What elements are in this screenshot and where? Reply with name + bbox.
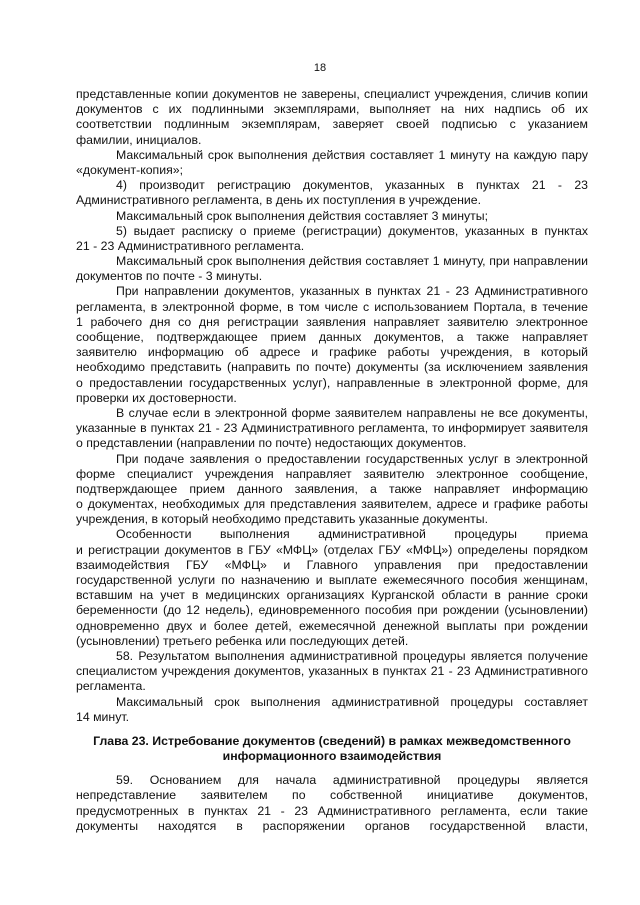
text-line: регламента.: [76, 679, 146, 694]
text-line: проверки их достоверности.: [76, 390, 237, 405]
text-line: о документах, необходимых для представления заявителем, адресе и графике работы: [76, 497, 588, 512]
text-line: заявителю информацию об адресе и графике работы учреждения, в который: [76, 345, 588, 360]
text-line: необходимо представить (направить по почте) документы (за исключением заявления: [76, 360, 588, 375]
text-line: предусмотренных в пунктах 21 - 23 Административного регламента, если такие: [76, 803, 588, 818]
text-line: сообщение, подтверждающее прием данных документов, а также направляет: [76, 330, 588, 344]
text-line: форме специалист учреждения направляет заявителю электронное сообщение,: [76, 466, 588, 481]
text-line: соответствии подлинным экземплярам, заверяет своей подписью с указанием: [76, 117, 588, 132]
text-line: 21 - 23 Административного регламента.: [76, 238, 305, 253]
text-line: 59. Основанием для начала административной процедуры является: [116, 773, 588, 788]
text-line: одновременно двух и более детей, ежемесячной денежной выплаты при рождении: [76, 618, 588, 633]
text-line: При подаче заявления о предоставлении государственных услуг в электронной: [116, 451, 588, 466]
text-line: (усыновлении) третьего ребенка или последующих детей.: [76, 633, 409, 648]
text-line: взаимодействия ГБУ «МФЦ» и Главного управления при предоставлении: [76, 557, 588, 572]
text-line: учреждения, в который необходимо представить указанные документы.: [76, 512, 488, 527]
text-line: государственной услуги по назначению и выплате ежемесячного пособия женщинам,: [76, 573, 588, 587]
text-line: фамилии, инициалов.: [76, 132, 202, 147]
text-line: «документ-копия»;: [76, 162, 183, 177]
text-line: 5) выдает расписку о приеме (регистрации) документов, указанных в пунктах: [116, 223, 588, 238]
text-line: Максимальный срок выполнения административной процедуры составляет: [116, 694, 588, 709]
text-line: Особенности выполнения административной процедуры приема: [116, 527, 588, 542]
text-line: вставшим на учет в медицинских организациях Курганской области в ранние сроки: [76, 588, 588, 603]
text-line: о представлении (направлении по почте) недостающих документов.: [76, 436, 467, 451]
text-line: 4) производит регистрацию документов, указанных в пунктах 21 - 23: [116, 178, 588, 193]
text-line: В случае если в электронной форме заявителем направлены не все документы,: [116, 405, 588, 420]
text-line: 1 рабочего дня со дня регистрации заявления направляет заявителю электронное: [76, 314, 588, 329]
text-line: регламента, в электронной форме, в том числе с использованием Портала, в течение: [76, 299, 588, 314]
text-line: документов с их подлинными экземплярами, выполняет на них надпись об их: [76, 102, 588, 117]
document-text: [76, 87, 588, 834]
text-line: При направлении документов, указанных в пунктах 21 - 23 Административного: [116, 284, 588, 299]
text-line: Максимальный срок выполнения действия составляет 1 минуту, при направлении: [116, 254, 588, 269]
text-line: представленные копии документов не заверены, специалист учреждения, сличив копии: [76, 87, 588, 101]
paragraph-gap: [76, 725, 588, 734]
text-line: о предоставлении государственных услуг), направленные в электронной форме, для: [76, 375, 588, 390]
text-line: указанные в пунктах 21 - 23 Административного регламента, то информирует заявителя: [76, 421, 588, 436]
text-line: Административного регламента, в день их поступления в учреждение.: [76, 193, 482, 208]
page-number: 18: [313, 62, 327, 74]
text-line: документы находятся в распоряжении органов государственной власти,: [76, 818, 588, 833]
text-line: и регистрации документов в ГБУ «МФЦ» (отделах ГБУ «МФЦ») определены порядком: [76, 542, 588, 557]
text-line: 58. Результатом выполнения административной процедуры является получение: [116, 648, 588, 663]
chapter-heading-line: Глава 23. Истребование документов (сведений) в рамках межведомственного: [93, 733, 571, 748]
text-line: Максимальный срок выполнения действия составляет 3 минуты;: [116, 208, 489, 223]
text-line: специалистом учреждения документов, указанных в пунктах 21 - 23 Административного: [76, 664, 588, 679]
text-line: беременности (до 12 недель), единовременного пособия при рождении (усыновлении): [76, 603, 588, 618]
text-line: 14 минут.: [76, 709, 130, 724]
text-line: Максимальный срок выполнения действия составляет 1 минуту на каждую пару: [116, 147, 588, 162]
text-line: непредставление заявителем по собственной инициативе документов,: [76, 788, 588, 803]
paragraph-gap: [76, 764, 588, 773]
text-line: документов по почте - 3 минуты.: [76, 269, 263, 284]
chapter-heading-line: информационного взаимодействия: [222, 749, 442, 764]
text-line: подтверждающее прием данного заявления, а также направляет информацию: [76, 481, 588, 496]
